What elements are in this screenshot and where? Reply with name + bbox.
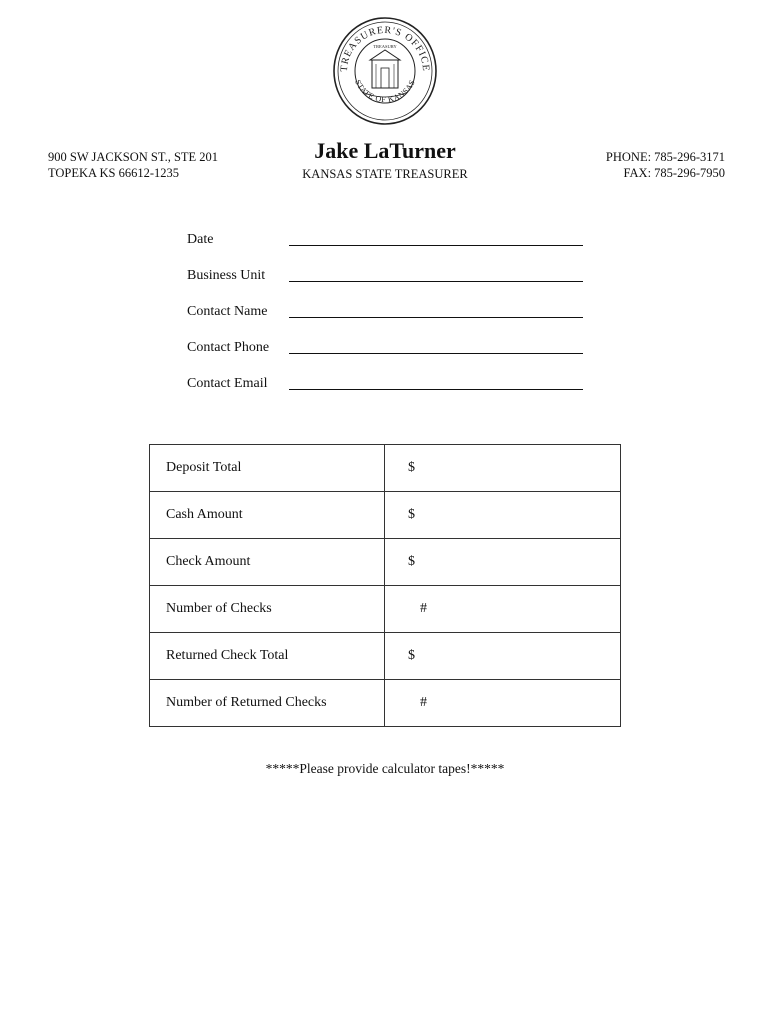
cash-amount-label: Cash Amount — [150, 492, 385, 539]
business-unit-field — [187, 264, 587, 300]
seal-badge-text: TREASURY — [373, 44, 397, 49]
contact-phone-field — [187, 336, 587, 372]
table-row — [150, 586, 621, 633]
date-label: Date — [187, 232, 214, 247]
business-unit-label: Business Unit — [187, 268, 266, 283]
number-of-checks-value[interactable]: # — [385, 586, 621, 633]
returned-check-total-label: Returned Check Total — [150, 633, 385, 680]
contact-name-label: Contact Name — [187, 304, 268, 319]
office-fax: FAX: 785-296-7950 — [623, 166, 725, 180]
check-amount-value[interactable]: $ — [385, 539, 621, 586]
contact-fields — [187, 228, 587, 408]
returned-check-total-value[interactable]: $ — [385, 633, 621, 680]
deposit-amounts-table — [149, 444, 621, 727]
contact-email-label: Contact Email — [187, 376, 268, 391]
svg-text:STATE OF KANSAS — [353, 78, 417, 104]
table-row — [150, 633, 621, 680]
number-of-checks-label: Number of Checks — [150, 586, 385, 633]
treasurer-title: KANSAS STATE TREASURER — [302, 167, 468, 181]
number-of-returned-checks-value[interactable]: # — [385, 680, 621, 727]
table-row — [150, 680, 621, 727]
contact-email-field — [187, 372, 587, 408]
treasurer-name: Jake LaTurner — [314, 138, 456, 163]
office-contact — [606, 149, 725, 181]
address-city: TOPEKA KS 66612-1235 — [48, 166, 180, 180]
calculator-tapes-note: *****Please provide calculator tapes!***** — [265, 761, 505, 776]
deposit-total-value[interactable]: $ — [385, 445, 621, 492]
contact-phone-input-line[interactable] — [289, 353, 583, 354]
table-row — [150, 492, 621, 539]
contact-name-input-line[interactable] — [289, 317, 583, 318]
cash-amount-value[interactable]: $ — [385, 492, 621, 539]
number-of-returned-checks-label: Number of Returned Checks — [150, 680, 385, 727]
office-phone: PHONE: 785-296-3171 — [605, 150, 725, 164]
table-row — [150, 445, 621, 492]
deposit-total-label: Deposit Total — [150, 445, 385, 492]
address-street: 900 SW JACKSON ST., STE 201 — [48, 150, 219, 164]
contact-name-field — [187, 300, 587, 336]
date-input-line[interactable] — [289, 245, 583, 246]
date-field — [187, 228, 587, 264]
seal-outer-text: TREASURER'S OFFICE — [338, 24, 432, 73]
treasurer-seal-icon — [332, 16, 438, 126]
table-row — [150, 539, 621, 586]
contact-email-input-line[interactable] — [289, 389, 583, 390]
seal-inner-text: STATE OF KANSAS — [353, 78, 417, 105]
business-unit-input-line[interactable] — [289, 281, 583, 282]
contact-phone-label: Contact Phone — [187, 340, 270, 355]
check-amount-label: Check Amount — [150, 539, 385, 586]
